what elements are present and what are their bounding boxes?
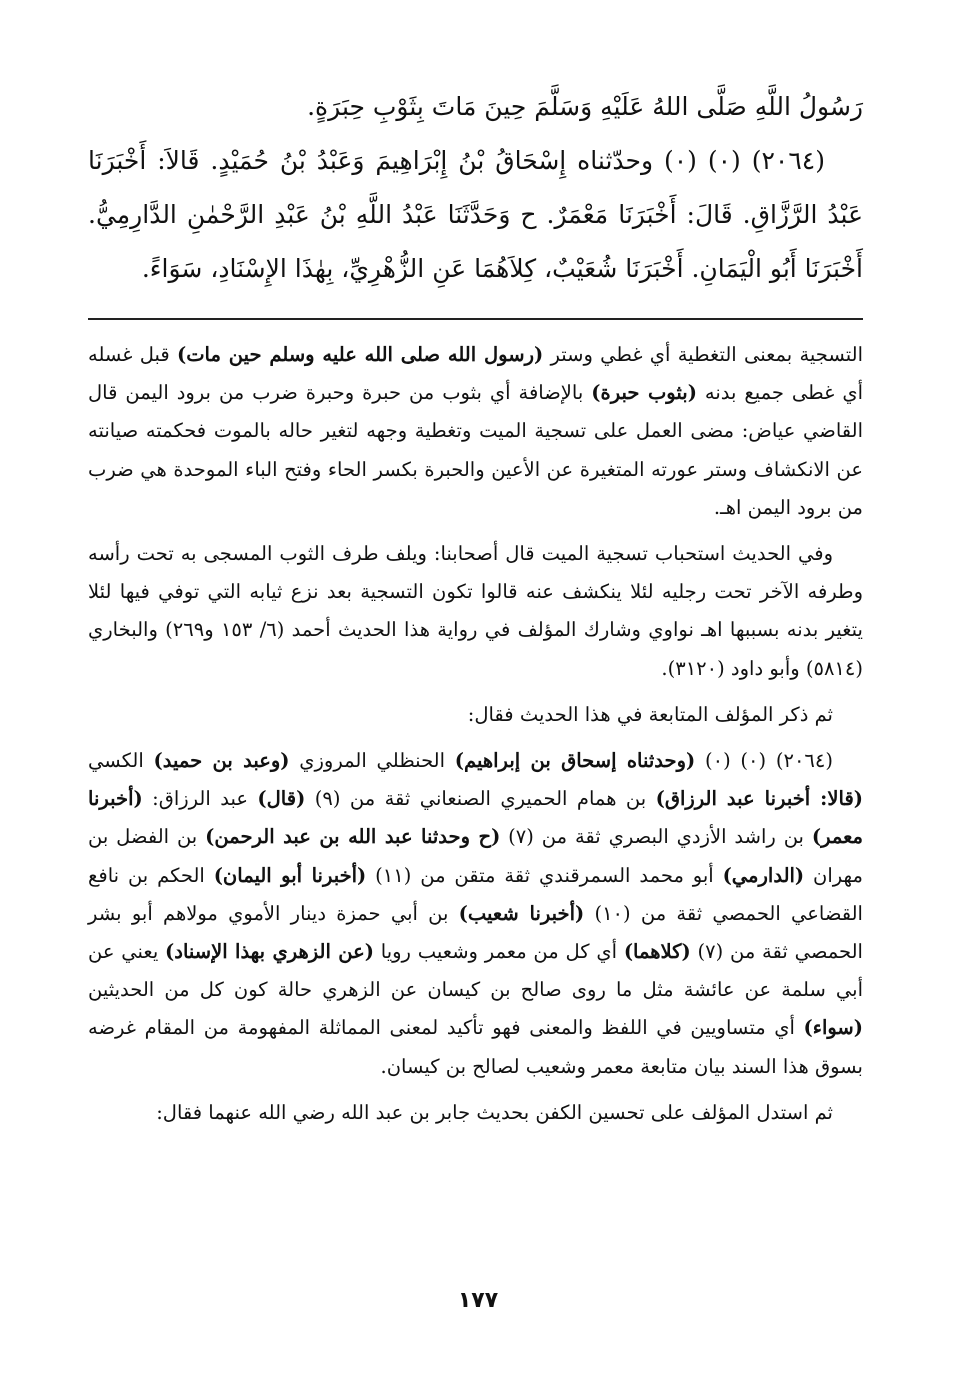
quoted-matn: (وحدثناه إسحاق بن إبراهيم)	[454, 749, 696, 773]
quoted-matn: (قال)	[257, 787, 306, 811]
text-segment: التسجية بمعنى التغطية أي غطي وستر	[543, 343, 864, 366]
quoted-matn: (رسول الله صلى الله عليه وسلم حين مات)	[176, 343, 544, 366]
quoted-matn: (أخبرنا شعيب)	[458, 901, 585, 925]
quoted-matn: (قالا: أخبرنا عبد الرزاق)	[655, 787, 863, 811]
quoted-matn: (بثوب حبرة)	[591, 381, 697, 405]
quoted-matn: (عن الزهري بهذا الإسناد)	[165, 940, 374, 964]
commentary-paragraph-4	[88, 742, 863, 1086]
hadith-line-1: رَسُولُ اللَّهِ صَلَّى اللهُ عَلَيْهِ وَسَلَّمَ حِينَ مَاتَ بِثَوْبِ حِبَرَةٍ.	[307, 92, 863, 121]
text-segment: الحكم بن نافع القضاعي الحمصي ثقة من (١٠)	[88, 863, 863, 925]
quoted-matn: (أخبرنا أبو اليمان)	[213, 863, 367, 887]
text-segment: بن راشد الأزدي البصري ثقة من (٧)	[500, 825, 812, 849]
commentary-paragraph-1	[88, 336, 863, 527]
quoted-matn: (سواء)	[803, 1016, 863, 1040]
quoted-matn: (الدارمي)	[722, 863, 805, 887]
text-segment: بالإضافة أي بثوب من حبرة وحبرة ضرب من برود اليمن قال القاضي عياض: مضى العمل على تسجية الميت وتغطية وجهه لتغير حاله بالموت فحكمته صيانته عن الانكشاف وستر عورته المتغيرة عن الأعين والحبرة بكسر الحاء وفتح الباء الموحدة هي ضرب من برود اليمن اهـ.	[88, 381, 863, 519]
quoted-matn: (أخبرنا معمر)	[88, 787, 863, 849]
text-segment: أي كل من معمر وشعيب رويا	[373, 940, 624, 964]
text-segment: أبو محمد السمرقندي ثقة متقن من (١١)	[366, 863, 723, 887]
commentary-block	[88, 336, 863, 1140]
commentary-paragraph-5: ثم استدل المؤلف على تحسين الكفن بحديث جابر بن عبد الله رضي الله عنهما فقال:	[156, 1100, 833, 1124]
page-number: ١٧٧	[457, 1288, 499, 1313]
text-segment: قبل غسله أي غطى جميع بدنه	[88, 343, 863, 405]
quoted-matn: (وعبد بن حميد)	[153, 749, 290, 773]
quoted-matn: (كلاهما)	[623, 940, 691, 964]
hadith-text-block	[88, 80, 863, 296]
text-segment: الكسي	[88, 749, 154, 773]
commentary-paragraph-2: وفي الحديث استحباب تسجية الميت قال أصحابنا: ويلف طرف الثوب المسجى به تحت رأسه وطرفه الآخر تحت رجليه لئلا ينكشف عنه قالوا تكون التسجية بعد نزع ثيابه التي توفي فيها لئلا يتغير بدنه بسببها اهـ نواوي وشارك المؤلف في رواية هذا الحديث أحمد (٦/ ١٥٣ و٢٦٩) والبخاري (٥٨١٤) وأبو داود (٣١٢٠).	[88, 542, 863, 680]
footnote-separator-line	[88, 318, 863, 320]
text-segment: بن أبي حمزة دينار الأموي مولاهم أبو بشر الحمصي ثقة من (٧)	[88, 901, 863, 964]
hadith-paragraph-2064: (٢٠٦٤) (٠) (٠) وحدّثناه إِسْحَاقُ بْنُ إِبْرَاهِيمَ وَعَبْدُ بْنُ حُمَيْدٍ. قَالاَ: أَخْبَرَنَا عَبْدُ الرَّزَّاقِ. قَالَ: أَخْبَرَنَا مَعْمَرٌ. ح وَحَدَّثَنَا عَبْدُ اللَّهِ بْنُ عَبْدِ الرَّحْمٰنِ الدَّارِمِيُّ. أَخْبَرَنَا أَبُو الْيَمَانِ. أَخْبَرَنَا شُعَيْبٌ، كِلاَهُمَا عَنِ الزُّهْرِيِّ، بِهٰذَا الإِسْنَادِ، سَوَاءً.	[88, 146, 863, 283]
text-segment: بن الفضل بن مهران	[88, 825, 863, 887]
text-segment: أي متساويين في اللفظ والمعنى فهو تأكيد لمعنى المماثلة المفهومة من المقام غرضه بسوق هذا السند بيان متابعة معمر وشعيب لصالح بن كيسان.	[88, 1016, 863, 1078]
text-segment: (٢٠٦٤) (٠) (٠)	[695, 749, 833, 773]
text-segment: بن همام الحميري الصنعاني ثقة من (٩)	[305, 787, 656, 811]
quoted-matn: (ح وحدثنا عبد الله بن عبد الرحمن)	[205, 825, 501, 849]
commentary-paragraph-3: ثم ذكر المؤلف المتابعة في هذا الحديث فقال:	[467, 702, 833, 726]
text-segment: يعني عن أبي سلمة عن عائشة مثل ما روى صالح بن كيسان عن الزهري حالة كون كل من الحديثين	[88, 940, 863, 1002]
text-segment: عبد الرزاق:	[142, 787, 258, 811]
text-segment: الحنظلي المروزي	[289, 749, 455, 773]
